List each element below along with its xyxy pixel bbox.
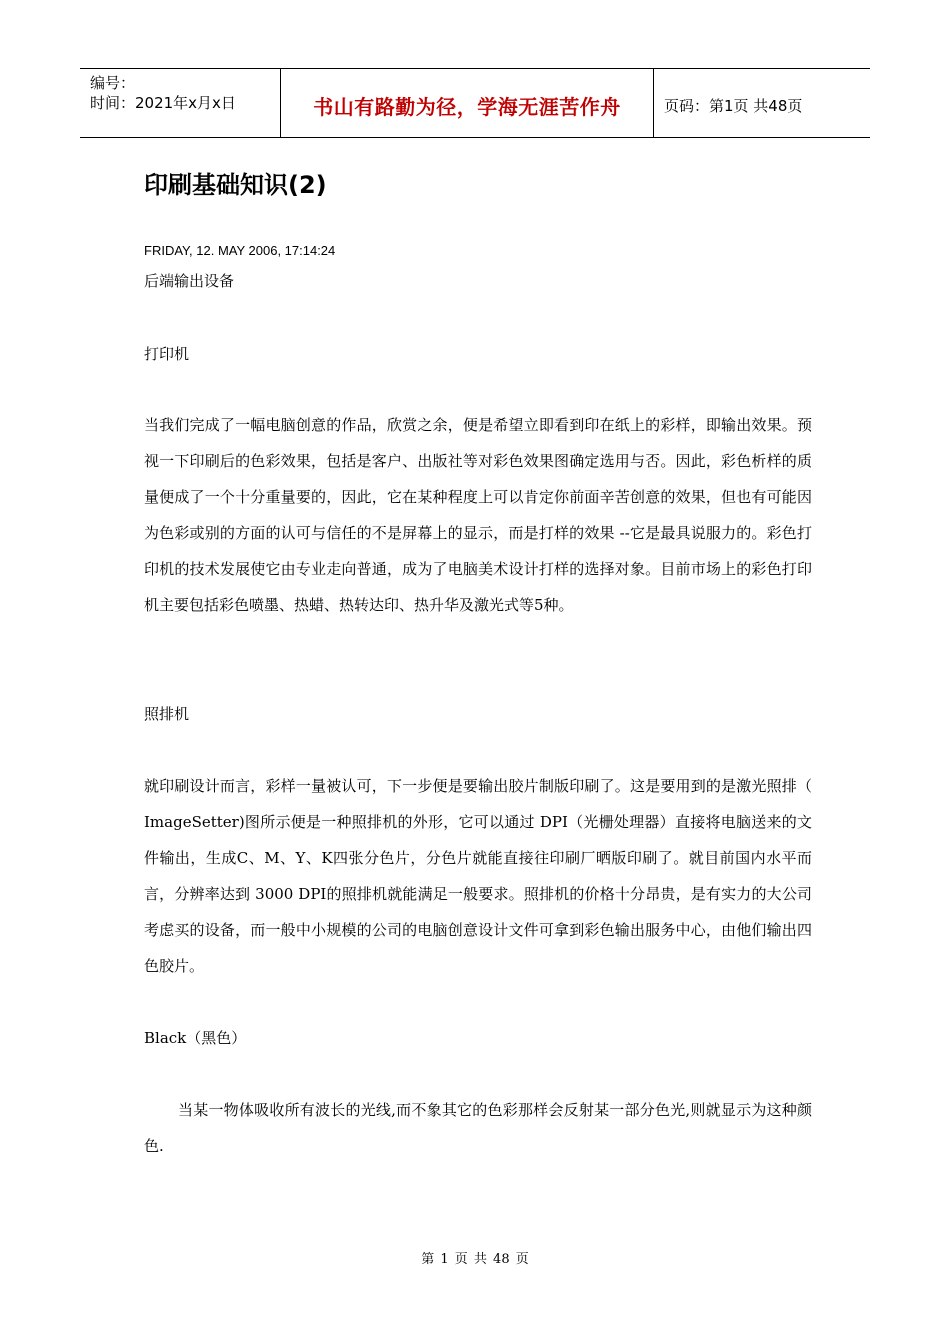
- number-label: 编号：: [90, 74, 136, 92]
- page-label: 页码：第1页 共48页: [664, 96, 803, 115]
- motto-cell: [281, 69, 654, 137]
- section-heading-output-devices: 后端输出设备: [144, 272, 235, 290]
- imagesetter-paragraph: 就印刷设计而言，彩样一量被认可，下一步便是要输出胶片制版印刷了。这是要用到的是激光照排（ ImageSetter)图所示便是一种照排机的外形，它可以通过 DPI（光栅处理器）直接将电脑送来的文件输出，生成C、M、Y、K四张分色片，分色片就能直接往印刷厂晒版印刷了。就目前国内水平而言，分辨率达到 3000 DPI的照排机就能满足一般要求。照排机的价格十分昂贵，是有实力的大公司考虑买的设备，而一般中小规模的公司的电脑创意设计文件可拿到彩色输出服务中心，由他们输出四色胶片。: [144, 777, 812, 975]
- header-info-cell: [80, 69, 281, 137]
- page-number-cell: [654, 69, 870, 137]
- section-heading-printer: 打印机: [144, 345, 190, 363]
- section-heading-imagesetter: 照排机: [144, 705, 190, 723]
- page-footer: 第 1 页 共 48 页: [421, 1252, 529, 1267]
- section-heading-black: Black（黑色）: [144, 1029, 247, 1047]
- printer-paragraph: 当我们完成了一幅电脑创意的作品，欣赏之余，便是希望立即看到印在纸上的彩样，即输出效果。预视一下印刷后的色彩效果，包括是客户、出版社等对彩色效果图确定选用与否。因此，彩色析样的质量便成了一个十分重量要的，因此，它在某种程度上可以肯定你前面辛苦创意的效果，但也有可能因为色彩或别的方面的认可与信任的不是屏幕上的显示，而是打样的效果 --它是最具说服力的。彩色打印机的技术发展使它由专业走向普通，成为了电脑美术设计打样的选择对象。目前市场上的彩色打印机主要包括彩色喷墨、热蜡、热转达印、热升华及激光式等5种。: [144, 416, 812, 614]
- date-line: FRIDAY, 12. MAY 2006, 17:14:24: [144, 243, 336, 258]
- motto-text: 书山有路勤为径，学海无涯苦作舟: [313, 94, 621, 119]
- time-label: 时间：2021年x月x日: [90, 94, 236, 112]
- document-header: [80, 68, 870, 138]
- document-title: 印刷基础知识(2): [144, 171, 327, 199]
- black-paragraph: 当某一物体吸收所有波长的光线,而不象其它的色彩那样会反射某一部分色光,则就显示为这种颜色.: [144, 1101, 812, 1155]
